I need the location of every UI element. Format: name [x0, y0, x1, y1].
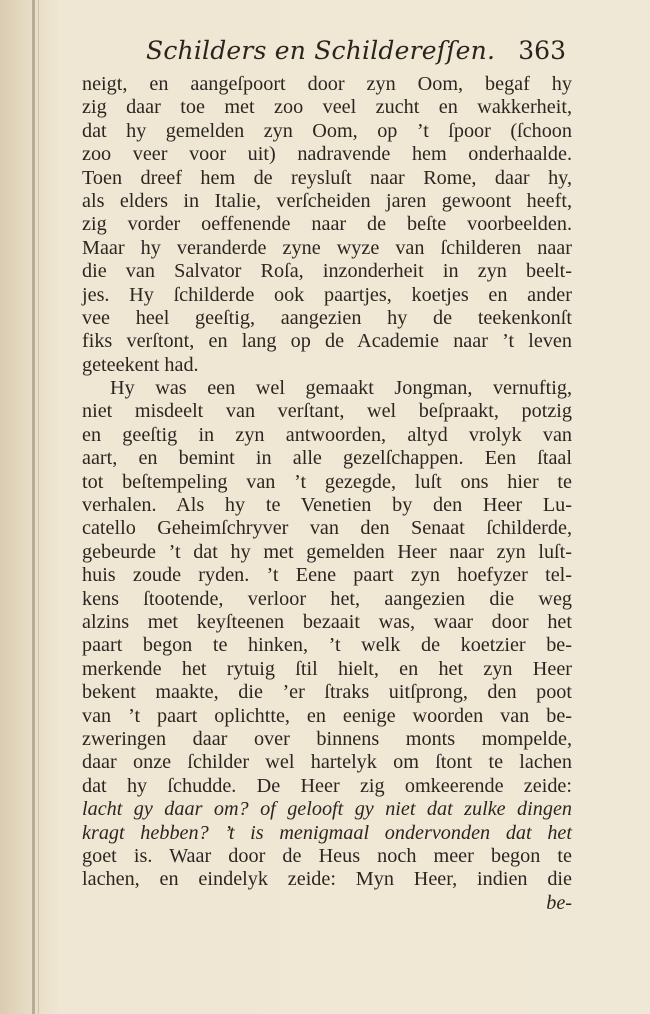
text-line: daar onze ſchilder wel hartelyk om ſtont te lachen: [82, 751, 572, 774]
text-line: gebeurde ’t dat hy met gemelden Heer naar zyn luſt-: [82, 540, 572, 563]
page-header: [146, 34, 566, 74]
text-line: paart begon te hinken, ’t welk de koetzier be-: [82, 634, 572, 657]
text-line: geteekent had.: [82, 353, 199, 376]
text-line: als elders in Italie, verſcheiden jaren gewoont heeft,: [82, 189, 572, 212]
text-line: catello Geheimſchryver van den Senaat ſchilderde,: [82, 517, 572, 540]
binding-gutter: [32, 0, 35, 1014]
text-line: tot beſtempeling van ’t gezegde, luſt ons hier te: [82, 470, 572, 493]
page-number: 363: [518, 36, 566, 65]
binding-gutter-edge: [38, 0, 39, 1014]
catchword: be-: [546, 891, 572, 914]
text-line: van ’t paart oplichtte, en eenige woorden van be-: [82, 704, 572, 727]
text-line: dat hy gemelden zyn Oom, op ’t ſpoor (ſchoon: [82, 119, 572, 142]
text-line: dat hy ſchudde. De Heer zig omkeerende zeide:: [82, 774, 572, 797]
text-line: niet misdeelt van verſtant, wel beſpraakt, potzig: [82, 400, 572, 423]
text-line: goet is. Waar door de Heus noch meer begon te: [82, 844, 572, 867]
text-line: zweringen daar over binnens monts mompelde,: [82, 727, 572, 750]
text-line: verhalen. Als hy te Venetien by den Heer Lu-: [82, 494, 572, 517]
text-line-italic: kragt hebben? ’t is menigmaal ondervonden dat het: [82, 821, 572, 844]
text-line-italic: lacht gy daar om? of gelooft gy niet dat zulke dingen: [82, 798, 572, 821]
text-line: lachen, en eindelyk zeide: Myn Heer, indien die: [82, 868, 572, 891]
text-line: bekent maakte, die ’er ſtraks uitſprong, den poot: [82, 681, 572, 704]
body-text: [82, 73, 572, 915]
running-title: Schilders en Schildereſſen.: [146, 36, 496, 65]
text-line: vee heel geeſtig, aangezien hy de teekenkonſt: [82, 306, 572, 329]
text-line: en geeſtig in zyn antwoorden, altyd vrolyk van: [82, 423, 572, 446]
text-line: die van Salvator Roſa, inzonderheit in zyn beelt-: [82, 260, 572, 283]
text-line: zoo veer voor uit) nadravende hem onderhaalde.: [82, 143, 572, 166]
text-line: zig daar toe met zoo veel zucht en wakkerheit,: [82, 96, 572, 119]
text-line: aart, en bemint in alle gezelſchappen. Een ſtaal: [82, 447, 572, 470]
text-line: Maar hy veranderde zyne wyze van ſchilderen naar: [82, 236, 572, 259]
text-line: fiks verſtont, en lang op de Academie naar ’t leven: [82, 330, 572, 353]
text-line: alzins met keyſteenen bezaait was, waar door het: [82, 610, 572, 633]
text-line: jes. Hy ſchilderde ook paartjes, koetjes en ander: [82, 283, 572, 306]
text-line: zig vorder oeffenende naar de beſte voorbeelden.: [82, 213, 572, 236]
text-line: neigt, en aangeſpoort door zyn Oom, begaf hy: [82, 73, 572, 95]
text-line: Toen dreef hem de reysluſt naar Rome, daar hy,: [82, 166, 572, 189]
text-line: huis zoude ryden. ’t Eene paart zyn hoefyzer tel-: [82, 564, 572, 587]
text-line: kens ſtootende, verloor het, aangezien die weg: [82, 587, 572, 610]
text-line: Hy was een wel gemaakt Jongman, vernuftig,: [110, 377, 572, 400]
text-line: merkende het rytuig ſtil hielt, en het zyn Heer: [82, 657, 572, 680]
